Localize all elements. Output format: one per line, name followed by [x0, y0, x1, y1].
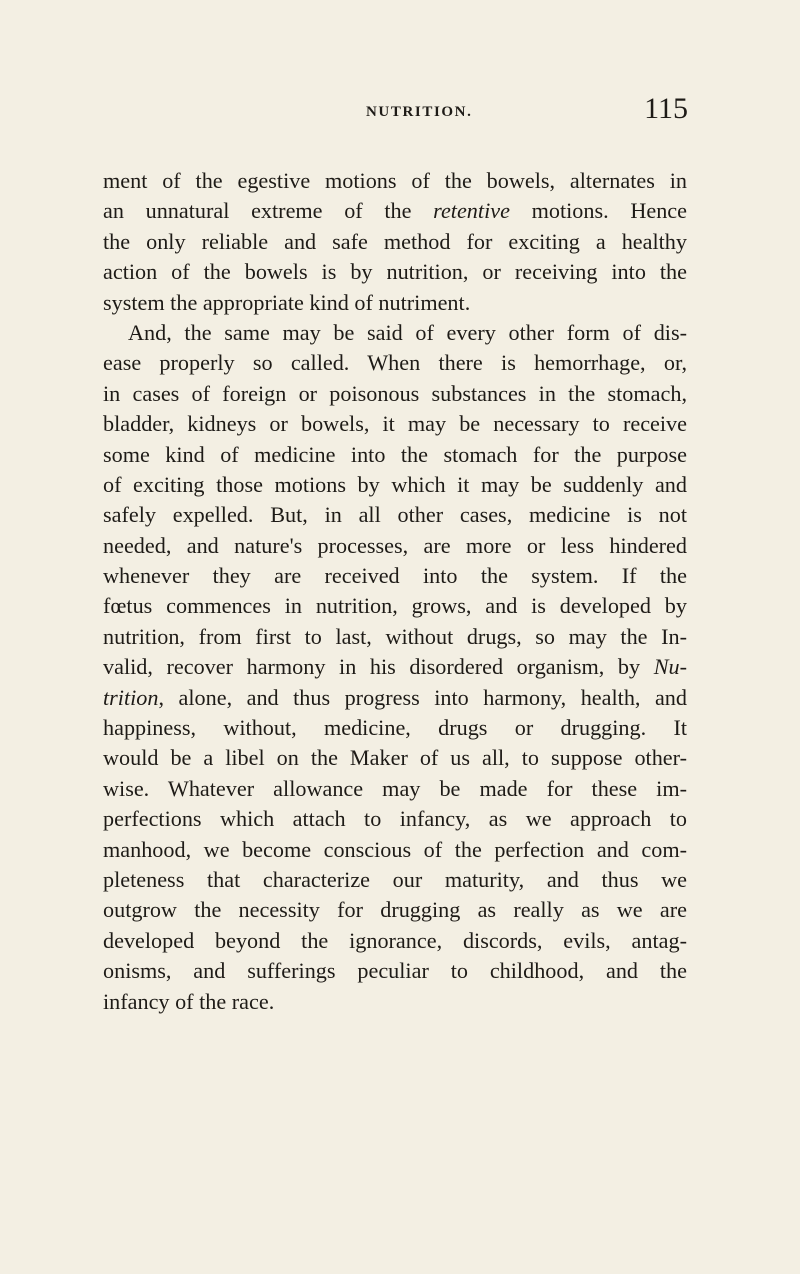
text-line: trition, alone, and thus progress into harmony, health, and	[103, 684, 687, 710]
text-line: bladder, kidneys or bowels, it may be necessary to receive	[103, 411, 687, 437]
text-line: whenever they are received into the system. If the	[103, 563, 687, 589]
text-line: developed beyond the ignorance, discords, evils, antag-	[103, 927, 687, 953]
text-line: fœtus commences in nutrition, grows, and is developed by	[103, 593, 687, 619]
text-line: valid, recover harmony in his disordered organism, by Nu-	[103, 654, 687, 680]
text-line: ment of the egestive motions of the bowels, alternates in	[103, 168, 687, 193]
text-line: And, the same may be said of every other form of dis-	[128, 319, 687, 345]
text-line: pleteness that characterize our maturity, and thus we	[103, 866, 687, 892]
italic-word: Nu-	[653, 654, 687, 680]
text-line: nutrition, from first to last, without drugs, so may the In-	[103, 623, 687, 649]
italic-word: retentive	[433, 198, 510, 224]
running-header	[366, 88, 696, 128]
text-line: in cases of foreign or poisonous substances in the stomach,	[103, 380, 687, 406]
text-line: ease properly so called. When there is hemorrhage, or,	[103, 350, 687, 376]
text-line: the only reliable and safe method for exciting a healthy	[103, 228, 687, 254]
text-line: an unnatural extreme of the retentive motions. Hence	[103, 198, 687, 224]
text-line: happiness, without, medicine, drugs or drugging. It	[103, 715, 687, 741]
text-line: system the appropriate kind of nutriment.	[103, 289, 471, 315]
text-line: some kind of medicine into the stomach for the purpose	[103, 441, 687, 467]
page-number: 115	[644, 92, 688, 125]
running-title: NUTRITION.	[366, 104, 473, 120]
text-line: perfections which attach to infancy, as we approach to	[103, 806, 687, 832]
text-line: wise. Whatever allowance may be made for these im-	[103, 775, 687, 801]
text-line: infancy of the race.	[103, 988, 275, 1014]
text-line: action of the bowels is by nutrition, or receiving into the	[103, 259, 687, 285]
text-line: outgrow the necessity for drugging as really as we are	[103, 897, 687, 923]
italic-word: trition	[103, 684, 159, 710]
text-line: manhood, we become conscious of the perfection and com-	[103, 836, 687, 862]
text-line: would be a libel on the Maker of us all, to suppose other-	[103, 745, 687, 771]
body-text	[103, 166, 687, 1017]
text-line: needed, and nature's processes, are more or less hindered	[103, 532, 687, 558]
text-line: of exciting those motions by which it may be suddenly and	[103, 471, 687, 497]
text-line: onisms, and sufferings peculiar to childhood, and the	[103, 958, 687, 984]
text-line: safely expelled. But, in all other cases, medicine is not	[103, 502, 687, 528]
